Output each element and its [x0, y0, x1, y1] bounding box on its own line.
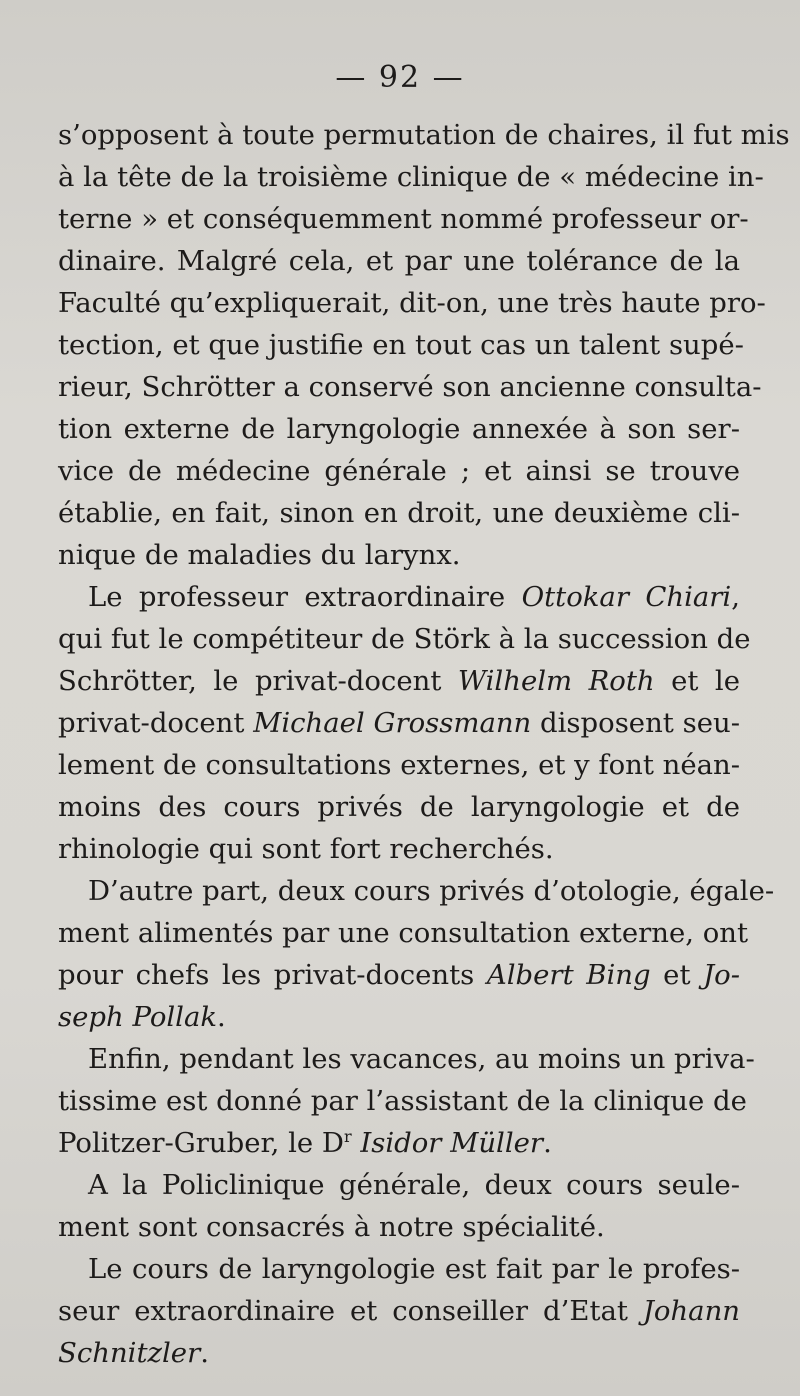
text-line: rhinologie qui sont fort recherchés.: [58, 833, 554, 865]
person-name: Johann: [642, 1295, 740, 1327]
paragraph-start-line: Enfin, pendant les vacances, au moins un priva-: [88, 1043, 755, 1075]
text-line: établie, en fait, sinon en droit, une deuxième cli-: [58, 497, 740, 529]
text-line: tection, et que justifie en tout cas un talent supé-: [58, 329, 744, 361]
text-line: vice de médecine générale ; et ainsi se trouve: [58, 455, 740, 487]
text-line: qui fut le compétiteur de Störk à la succession de: [58, 623, 751, 655]
person-name: Wilhelm Roth: [457, 665, 655, 697]
text-line: tion externe de laryngologie annexée à son ser-: [58, 413, 740, 445]
person-name: Isidor Müller: [360, 1127, 544, 1159]
text-line: Politzer-Gruber, le $D^r$ Isidor Müller.: [58, 1126, 552, 1159]
text-line: pour chefs les privat-docents Albert Bing et Jo-: [58, 959, 741, 991]
paragraph-start-line: Le cours de laryngologie est fait par le profes-: [88, 1253, 740, 1285]
text-line: rieur, Schrötter a conservé son ancienne consulta-: [58, 371, 762, 403]
body-text: [58, 114, 790, 1374]
text-line: nique de maladies du larynx.: [58, 539, 461, 571]
person-name: Albert Bing: [486, 959, 651, 991]
text-line: seur extraordinaire et conseiller d’Etat Johann: [58, 1295, 740, 1327]
text-line: ment sont consacrés à notre spécialité.: [58, 1211, 605, 1243]
text-line: Schnitzler.: [58, 1337, 209, 1369]
text-line: Schrötter, le privat-docent Wilhelm Roth et le: [58, 665, 740, 697]
person-name: Michael Grossmann: [253, 707, 532, 739]
paragraph-start-line: A la Policlinique générale, deux cours seule-: [88, 1169, 740, 1201]
person-name: Schnitzler: [58, 1337, 201, 1369]
person-name: Ottokar Chiari: [521, 581, 732, 613]
person-name: Jo-: [703, 959, 741, 991]
text-line: terne » et conséquemment nommé professeur or-: [58, 203, 749, 235]
superscript: r: [343, 1126, 352, 1146]
page-number: — 92 —: [335, 60, 465, 95]
person-name: seph Pollak: [58, 1001, 218, 1033]
text-line: privat-docent Michael Grossmann disposent seu-: [58, 707, 740, 739]
paragraph-start-line: D’autre part, deux cours privés d’otologie, égale-: [88, 875, 775, 907]
text-line: lement de consultations externes, et y font néan-: [58, 749, 741, 781]
text-line: Faculté qu’expliquerait, dit-on, une très haute pro-: [58, 287, 766, 319]
paragraph-start-line: Le professeur extraordinaire Ottokar Chiari,: [88, 581, 740, 613]
text-line: seph Pollak.: [58, 1001, 226, 1033]
text-line: ment alimentés par une consultation externe, ont: [58, 917, 749, 949]
text-line: à la tête de la troisième clinique de « médecine in-: [58, 161, 764, 193]
text-line: s’opposent à toute permutation de chaires, il fut mis: [58, 119, 790, 151]
text-line: dinaire. Malgré cela, et par une tolérance de la: [58, 245, 740, 277]
text-line: tissime est donné par l’assistant de la clinique de: [58, 1085, 747, 1117]
text-line: moins des cours privés de laryngologie et de: [58, 791, 740, 823]
